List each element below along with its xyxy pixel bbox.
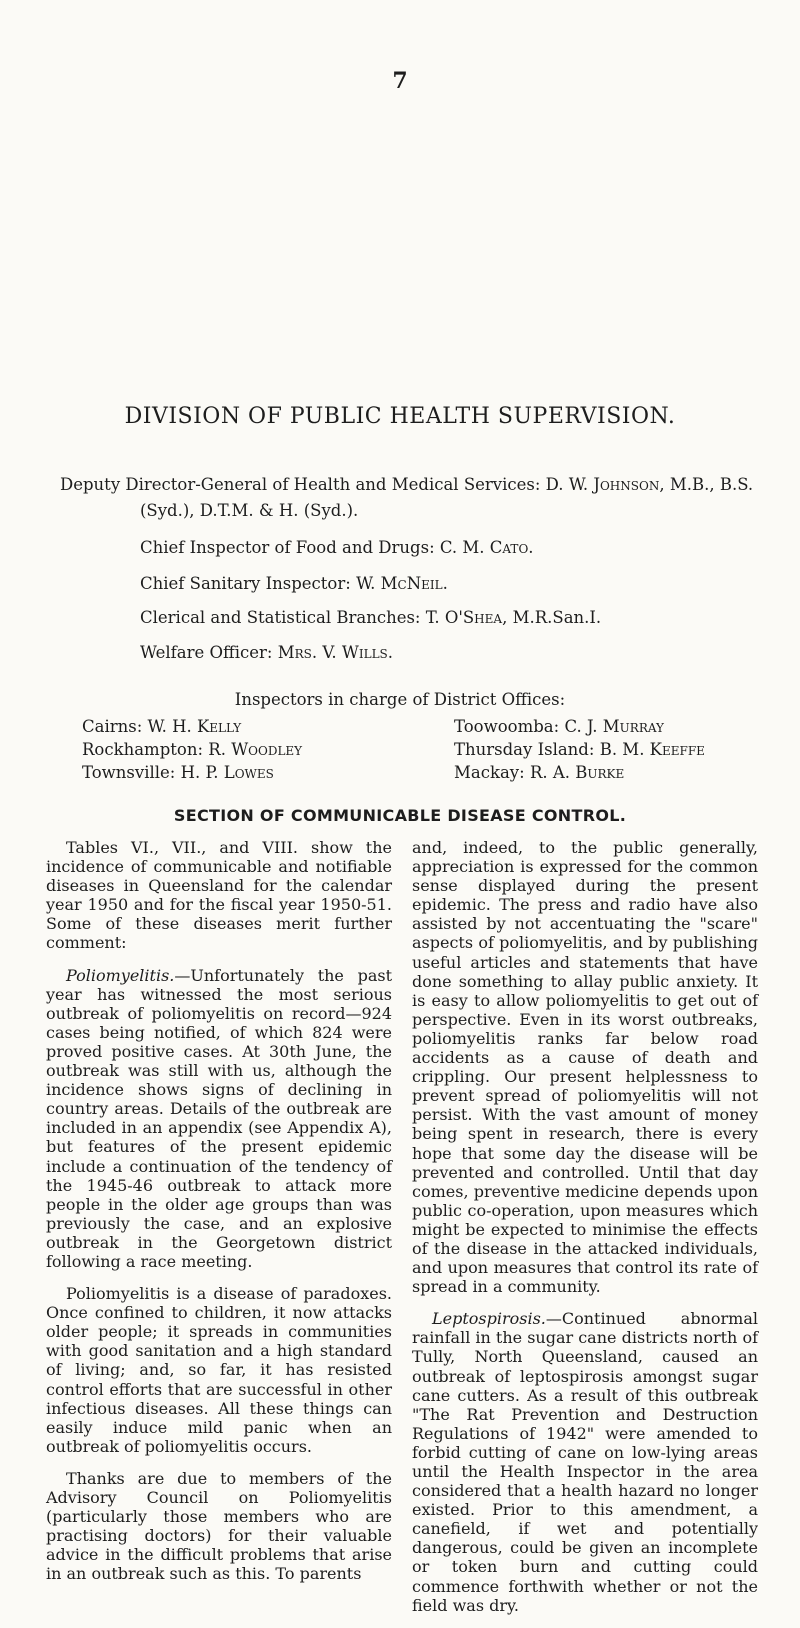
- inspectors-heading: Inspectors in charge of District Offices:: [234, 690, 566, 709]
- section-title: SECTION OF COMMUNICABLE DISEASE CONTROL.: [173, 806, 627, 825]
- inspector-right-0: [454, 717, 664, 736]
- deputy-label: Deputy Director-General of Health and Medical Services:: [60, 475, 541, 494]
- right-column: [412, 838, 758, 1628]
- page-number: 7: [392, 68, 408, 94]
- inspector-place: Cairns:: [82, 717, 143, 736]
- inspector-place: Townsville:: [82, 763, 176, 782]
- clerical-label: Clerical and Statistical Branches:: [140, 608, 421, 627]
- left-column: [46, 838, 392, 1596]
- inspector-left-1: [82, 740, 302, 759]
- sanitary-label: Chief Sanitary Inspector:: [140, 574, 351, 593]
- food-name: C. M. Cato.: [439, 538, 534, 557]
- page-title: DIVISION OF PUBLIC HEALTH SUPERVISION.: [124, 404, 676, 429]
- inspector-place: Thursday Island:: [454, 740, 595, 759]
- inspector-place: Mackay:: [454, 763, 525, 782]
- inspector-name: R. Woodley: [208, 740, 303, 759]
- inspector-place: Rockhampton:: [82, 740, 204, 759]
- clerical-quals: M.R.San.I.: [512, 608, 602, 627]
- inspector-left-0: [82, 717, 241, 736]
- paragraph: Leptospirosis.—Continued abnormal rainfall in the sugar cane districts north of Tully, North Queensland, caused an outbreak of leptospirosis amongst sugar cane cutters. As a result of this outbreak "The Rat Prevention and Destruction Regulations of 1942" were amended to forbid cutting of cane on low-lying areas until the Health Inspector in the area considered that a health hazard no longer existed. Prior to this amendment, a canefield, if wet and potentially dangerous, could be given an incomplete or token burn and cutting could commence forthwith whether or not the field was dry.: [412, 1309, 758, 1615]
- clerical-line: [140, 608, 601, 627]
- inspector-left-2: [82, 763, 274, 782]
- paragraph: Poliomyelitis is a disease of paradoxes. Once confined to children, it now attacks older people; it spreads in communities with good sanitation and a high standard of living; and, so far, it has resisted control efforts that are successful in other infectious diseases. All these things can easily induce mild panic when an outbreak of poliomyelitis occurs.: [46, 1284, 392, 1456]
- food-line: [140, 538, 534, 557]
- paragraph-term: Leptospirosis.: [432, 1309, 546, 1329]
- deputy-quals: M.B., B.S.: [669, 475, 754, 494]
- inspector-right-1: [454, 740, 705, 759]
- inspector-place: Toowoomba:: [454, 717, 560, 736]
- deputy-quals-line: (Syd.), D.T.M. & H. (Syd.).: [140, 501, 359, 520]
- paragraph: and, indeed, to the public generally, appreciation is expressed for the common sense displayed during the present epidemic. The press and radio have also assisted by not accentuating the "scare" aspects of poliomyelitis, and by publishing useful articles and statements that have done something to allay public anxiety. It is easy to allow poliomyelitis to get out of perspective. Even in its worst outbreaks, poliomyelitis ranks far below road accidents as a cause of death and crippling. Our present helplessness to prevent spread of poliomyelitis will not persist. With the vast amount of money being spent in research, there is every hope that some day the disease will be prevented and controlled. Until that day comes, preventive medicine depends upon public co-operation, upon measures which might be expected to minimise the effects of the disease in the attacked individuals, and upon measures that control its rate of spread in a community.: [412, 838, 758, 1297]
- deputy-name: D. W. Johnson,: [545, 475, 665, 494]
- food-label: Chief Inspector of Food and Drugs:: [140, 538, 435, 557]
- paragraph-term: Poliomyelitis.: [66, 965, 175, 985]
- sanitary-line: [140, 574, 448, 593]
- welfare-line: [140, 643, 393, 662]
- welfare-name: Mrs. V. Wills.: [277, 643, 393, 662]
- sanitary-name: W. McNeil.: [356, 574, 448, 593]
- inspector-name: H. P. Lowes: [180, 763, 274, 782]
- inspector-name: B. M. Keeffe: [599, 740, 705, 759]
- paragraph: Poliomyelitis.—Unfortunately the past year has witnessed the most serious outbreak of poliomyelitis on record—924 cases being notified, of which 824 were proved positive cases. At 30th June, the outbreak was still with us, although the incidence shows signs of declining in country areas. Details of the outbreak are included in an appendix (see Appendix A), but features of the present epidemic include a continuation of the tendency of the 1945-46 outbreak to attack more people in the older age groups than was previously the case, and an explosive outbreak in the Georgetown district following a race meeting.: [46, 965, 392, 1271]
- clerical-name: T. O'Shea,: [425, 608, 508, 627]
- paragraph: Tables VI., VII., and VIII. show the incidence of communicable and notifiable diseases in Queensland for the calendar year 1950 and for the fiscal year 1950-51. Some of these diseases merit further comment:: [46, 838, 392, 953]
- inspector-name: R. A. Burke: [529, 763, 625, 782]
- inspector-name: C. J. Murray: [564, 717, 664, 736]
- inspector-name: W. H. Kelly: [147, 717, 242, 736]
- paragraph: Thanks are due to members of the Advisory Council on Poliomyelitis (particularly those members who are practising doctors) for their valuable advice in the difficult problems that arise in an outbreak such as this. To parents: [46, 1468, 392, 1584]
- inspector-right-2: [454, 763, 624, 782]
- deputy-line: [60, 475, 753, 494]
- welfare-label: Welfare Officer:: [140, 643, 273, 662]
